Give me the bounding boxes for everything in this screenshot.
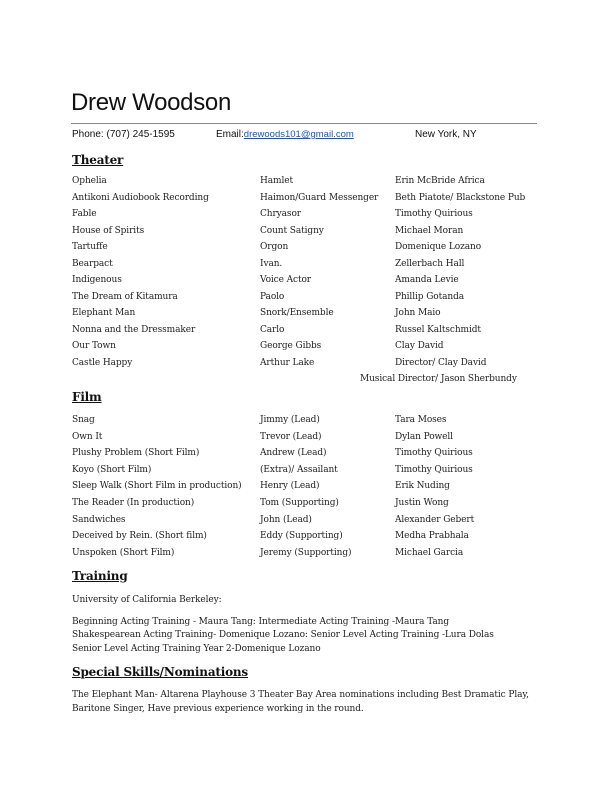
- credit-production: Koyo (Short Film): [72, 464, 152, 475]
- credit-role: (Extra)/ Assailant: [260, 464, 338, 475]
- skills-heading: Special Skills/Nominations: [72, 665, 248, 679]
- credit-director: Alexander Gebert: [395, 514, 475, 525]
- credit-director: Michael Moran: [395, 225, 464, 236]
- credit-director: Director/ Clay David: [395, 357, 487, 368]
- credit-production: Castle Happy: [72, 357, 133, 368]
- credit-production: Bearpact: [72, 258, 113, 269]
- email-contact: [216, 129, 354, 140]
- training-line: Shakespearean Acting Training- Domenique Lozano: Senior Level Acting Training -Lura Dolas: [72, 630, 494, 640]
- email-label: Email:: [216, 129, 244, 140]
- credit-role: Jimmy (Lead): [260, 415, 320, 425]
- credit-row: [0, 548, 612, 563]
- skills-line: Baritone Singer, Have previous experience working in the round.: [72, 704, 364, 714]
- credit-production: Snag: [72, 415, 95, 425]
- credit-production: House of Spirits: [72, 225, 145, 236]
- credit-director: John Maio: [395, 308, 441, 318]
- credit-director: Phillip Gotanda: [395, 291, 465, 302]
- email-link[interactable]: drewoods101@gmail.com: [243, 129, 354, 140]
- credit-director: Erik Nuding: [395, 481, 450, 492]
- credit-row: [0, 358, 612, 373]
- training-heading: Training: [72, 569, 128, 583]
- credit-production: Elephant Man: [72, 308, 136, 318]
- credit-role: Snork/Ensemble: [260, 308, 334, 318]
- credit-row: [0, 209, 612, 224]
- credit-row: [0, 531, 612, 546]
- credit-row: [0, 292, 612, 307]
- credit-production: Fable: [72, 209, 97, 219]
- credit-role: Chryasor: [260, 209, 301, 219]
- credit-production: The Reader (In production): [72, 498, 195, 508]
- credit-row: [0, 498, 612, 513]
- credit-row: [0, 242, 612, 257]
- credit-role: Orgon: [260, 242, 289, 252]
- training-line: Senior Level Acting Training Year 2-Domenique Lozano: [72, 644, 321, 654]
- credit-director: Beth Piatote/ Blackstone Pub: [395, 192, 526, 203]
- credit-director: Timothy Quirious: [395, 464, 473, 475]
- credit-production: Indigenous: [72, 275, 122, 285]
- credit-role: Tom (Supporting): [260, 498, 339, 508]
- training-line: Beginning Acting Training - Maura Tang: Intermediate Acting Training -Maura Tang: [72, 617, 450, 627]
- credit-role: Voice Actor: [260, 275, 311, 285]
- credit-row: [0, 465, 612, 480]
- credit-role: Count Satigny: [260, 225, 324, 236]
- credit-production: Deceived by Rein. (Short film): [72, 531, 207, 542]
- credit-production: Sandwiches: [72, 514, 126, 525]
- credit-director: Erin McBride Africa: [395, 176, 485, 186]
- credit-role: Carlo: [260, 324, 285, 335]
- credit-director: Russel Kaltschmidt: [395, 324, 481, 335]
- credit-director: Amanda Levie: [395, 275, 459, 285]
- credit-director: Tara Moses: [395, 415, 447, 425]
- credit-row: [0, 259, 612, 274]
- credit-production: The Dream of Kitamura: [72, 291, 178, 302]
- credit-role: Haimon/Guard Messenger: [260, 192, 379, 203]
- credit-production: Sleep Walk (Short Film in production): [72, 481, 242, 492]
- credit-production: Nonna and the Dressmaker: [72, 324, 196, 335]
- credit-director: Clay David: [395, 341, 444, 351]
- credit-row: [0, 515, 612, 530]
- theater-extra-line: Musical Director/ Jason Sherbundy: [360, 374, 517, 384]
- theater-heading: Theater: [72, 153, 124, 167]
- credit-row: [0, 308, 612, 323]
- credit-director: Domenique Lozano: [395, 242, 482, 252]
- location: New York, NY: [415, 129, 477, 140]
- credit-director: Timothy Quirious: [395, 209, 473, 219]
- credit-production: Tartuffe: [72, 242, 108, 252]
- credit-production: Unspoken (Short Film): [72, 547, 175, 558]
- credit-director: Dylan Powell: [395, 431, 453, 442]
- header-divider: [71, 123, 537, 124]
- phone-label: Phone:: [72, 129, 104, 140]
- credit-director: Timothy Quirious: [395, 448, 473, 459]
- credit-row: [0, 341, 612, 356]
- credit-director: Michael Garcia: [395, 547, 464, 558]
- credit-role: Paolo: [260, 291, 285, 302]
- credit-role: Arthur Lake: [260, 357, 315, 368]
- credit-production: Our Town: [72, 341, 116, 351]
- credit-director: Medha Prabhala: [395, 531, 469, 542]
- phone-contact: [72, 129, 175, 140]
- credit-row: [0, 415, 612, 430]
- training-school: University of California Berkeley:: [72, 595, 222, 605]
- credit-row: [0, 193, 612, 208]
- credit-production: Antikoni Audiobook Recording: [72, 192, 209, 203]
- resume-name: Drew Woodson: [71, 89, 232, 116]
- credit-production: Own It: [72, 431, 103, 442]
- credit-role: Ivan.: [260, 258, 283, 269]
- phone-number: (707) 245-1595: [106, 129, 175, 140]
- credit-row: [0, 176, 612, 191]
- credit-production: Ophelia: [72, 176, 107, 186]
- skills-line: The Elephant Man- Altarena Playhouse 3 Theater Bay Area nominations including Best Dramatic Play,: [72, 690, 529, 700]
- credit-row: [0, 275, 612, 290]
- credit-role: George Gibbs: [260, 341, 322, 351]
- credit-role: Henry (Lead): [260, 481, 320, 492]
- credit-role: John (Lead): [260, 514, 312, 525]
- credit-row: [0, 481, 612, 496]
- credit-production: Plushy Problem (Short Film): [72, 448, 200, 459]
- credit-director: Justin Wong: [395, 498, 449, 508]
- credit-role: Jeremy (Supporting): [260, 547, 352, 558]
- credit-row: [0, 226, 612, 241]
- credit-role: Andrew (Lead): [260, 448, 327, 459]
- credit-row: [0, 448, 612, 463]
- credit-director: Zellerbach Hall: [395, 258, 465, 269]
- credit-row: [0, 325, 612, 340]
- credit-role: Eddy (Supporting): [260, 531, 343, 542]
- credit-role: Hamlet: [260, 176, 293, 186]
- credit-role: Trevor (Lead): [260, 431, 322, 442]
- credit-row: [0, 432, 612, 447]
- film-heading: Film: [72, 390, 102, 404]
